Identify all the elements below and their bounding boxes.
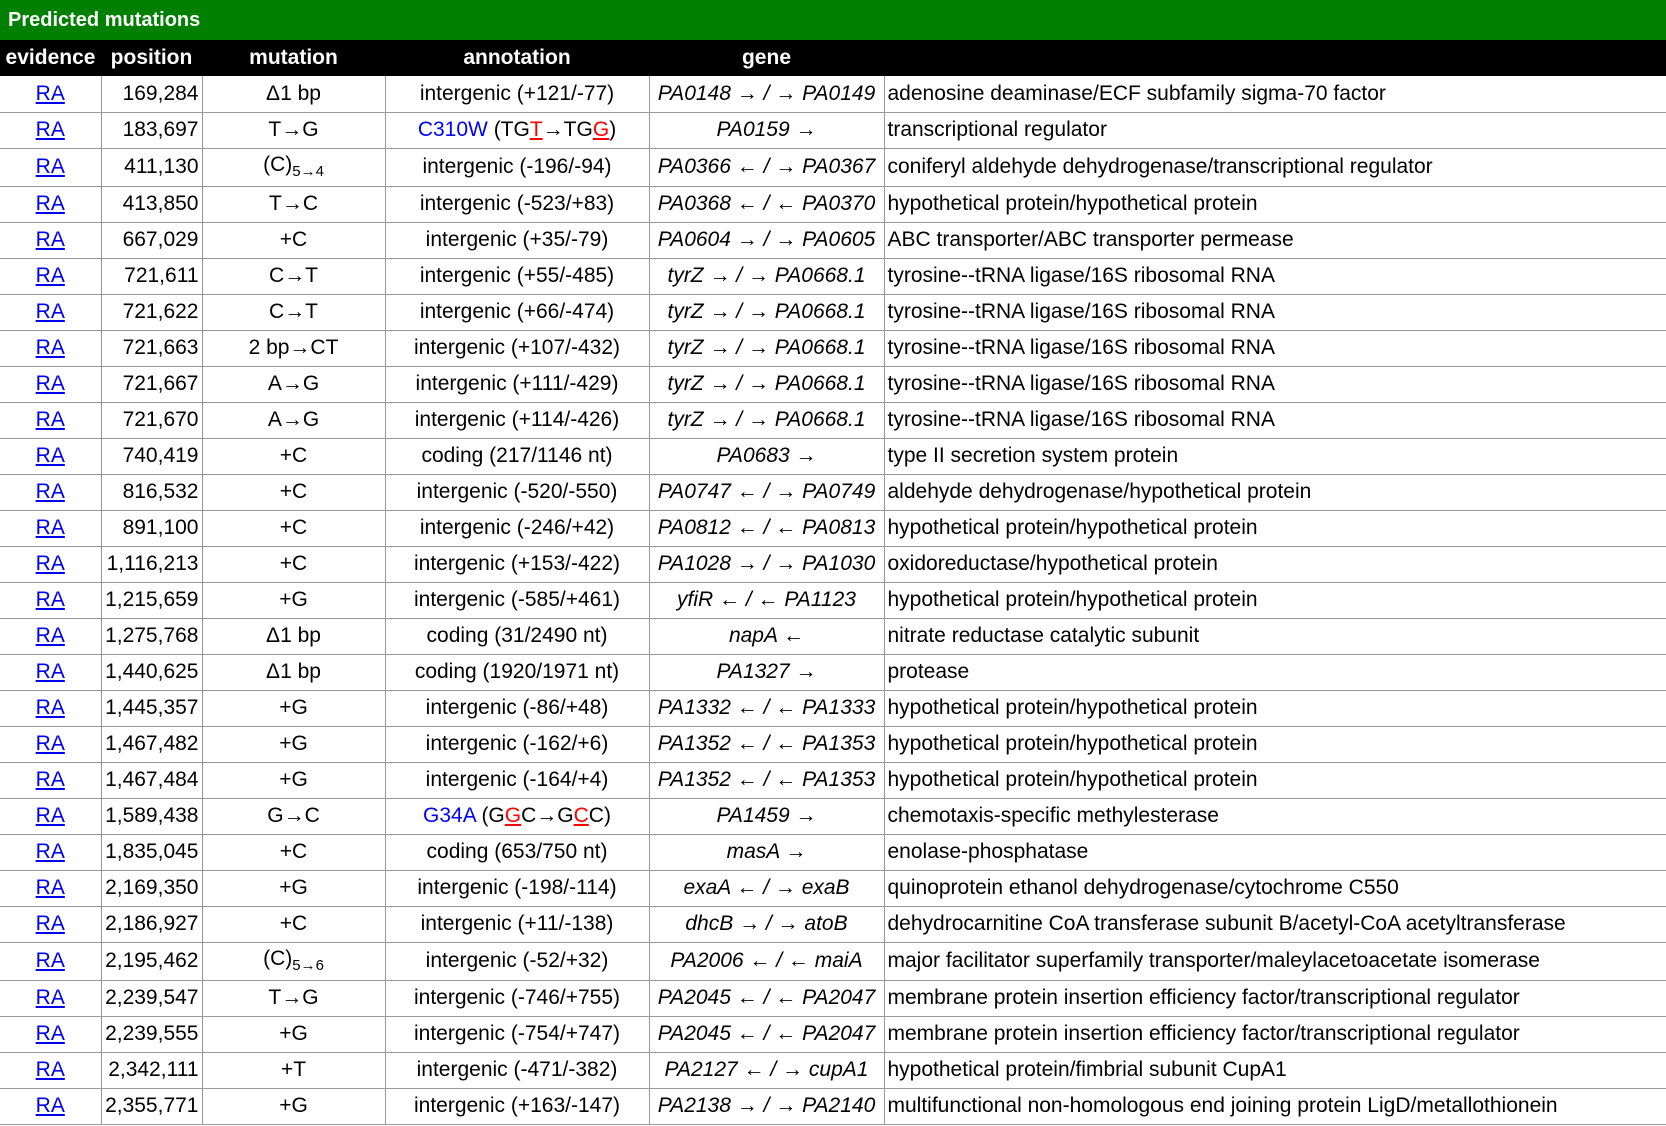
description-cell: adenosine deaminase/ECF subfamily sigma-70 factor xyxy=(884,76,1666,112)
gene-cell: dhcB → / → atoB xyxy=(649,906,884,942)
description-cell: ABC transporter/ABC transporter permease xyxy=(884,222,1666,258)
annotation-cell: intergenic (+66/-474) xyxy=(385,294,649,330)
gene-cell: PA0812 ← / ← PA0813 xyxy=(649,510,884,546)
table-row xyxy=(0,474,1666,510)
table-row xyxy=(0,980,1666,1016)
evidence-link[interactable]: RA xyxy=(35,840,65,863)
gene-cell: PA0366 ← / → PA0367 xyxy=(649,148,884,186)
description-cell: aldehyde dehydrogenase/hypothetical protein xyxy=(884,474,1666,510)
position-cell: 721,667 xyxy=(101,366,202,402)
evidence-cell xyxy=(0,798,101,834)
description-cell: hypothetical protein/fimbrial subunit CupA1 xyxy=(884,1052,1666,1088)
gene-cell: PA0604 → / → PA0605 xyxy=(649,222,884,258)
mutation-cell: 2 bp→CT xyxy=(202,330,385,366)
mutation-cell: G→C xyxy=(202,798,385,834)
description-cell: transcriptional regulator xyxy=(884,112,1666,148)
evidence-cell xyxy=(0,1088,101,1124)
gene-cell: PA2045 ← / ← PA2047 xyxy=(649,1016,884,1052)
table-row xyxy=(0,222,1666,258)
col-header-position: position xyxy=(110,46,193,69)
gene-cell: PA1327 → xyxy=(649,654,884,690)
annotation-cell: intergenic (+11/-138) xyxy=(385,906,649,942)
mutation-cell: C→T xyxy=(202,294,385,330)
evidence-link[interactable]: RA xyxy=(35,408,65,431)
description-cell: coniferyl aldehyde dehydrogenase/transcriptional regulator xyxy=(884,148,1666,186)
description-cell: dehydrocarnitine CoA transferase subunit B/acetyl-CoA acetyltransferase xyxy=(884,906,1666,942)
table-row xyxy=(0,330,1666,366)
position-cell: 2,195,462 xyxy=(101,942,202,980)
mutation-count-sub: 5→6 xyxy=(292,957,324,975)
evidence-cell xyxy=(0,942,101,980)
codon-changed-base: C xyxy=(573,804,589,827)
mutation-cell: T→G xyxy=(202,112,385,148)
description-cell: multifunctional non-homologous end joining protein LigD/metallothionein xyxy=(884,1088,1666,1124)
mutation-cell: +G xyxy=(202,726,385,762)
mutation-cell: +G xyxy=(202,690,385,726)
evidence-cell xyxy=(0,870,101,906)
annotation-cell: intergenic (-162/+6) xyxy=(385,726,649,762)
evidence-cell xyxy=(0,112,101,148)
evidence-cell xyxy=(0,186,101,222)
col-header-annotation: annotation xyxy=(463,46,571,69)
table-row xyxy=(0,366,1666,402)
position-cell: 1,445,357 xyxy=(101,690,202,726)
col-header-gene: gene xyxy=(741,46,791,69)
gene-cell: tyrZ → / → PA0668.1 xyxy=(649,258,884,294)
evidence-cell xyxy=(0,546,101,582)
position-cell: 2,342,111 xyxy=(101,1052,202,1088)
mutation-cell: T→G xyxy=(202,980,385,1016)
evidence-cell xyxy=(0,76,101,112)
evidence-link[interactable]: RA xyxy=(35,949,65,972)
annotation-cell: coding (653/750 nt) xyxy=(385,834,649,870)
evidence-cell xyxy=(0,222,101,258)
evidence-link[interactable]: RA xyxy=(35,624,65,647)
gene-cell: PA2138 → / → PA2140 xyxy=(649,1088,884,1124)
description-cell: hypothetical protein/hypothetical protein xyxy=(884,186,1666,222)
evidence-link[interactable]: RA xyxy=(35,480,65,503)
description-cell: oxidoreductase/hypothetical protein xyxy=(884,546,1666,582)
annotation-cell: intergenic (+114/-426) xyxy=(385,402,649,438)
evidence-cell xyxy=(0,258,101,294)
codon-changed-base: G xyxy=(592,118,610,141)
table-row xyxy=(0,294,1666,330)
position-cell: 667,029 xyxy=(101,222,202,258)
description-cell: hypothetical protein/hypothetical protein xyxy=(884,762,1666,798)
table-row xyxy=(0,582,1666,618)
position-cell: 1,215,659 xyxy=(101,582,202,618)
description-cell: nitrate reductase catalytic subunit xyxy=(884,618,1666,654)
evidence-link[interactable]: RA xyxy=(35,516,65,539)
annotation-cell: intergenic (+121/-77) xyxy=(385,76,649,112)
mutation-cell: +G xyxy=(202,870,385,906)
mutation-cell: A→G xyxy=(202,402,385,438)
aa-change: C310W xyxy=(417,118,488,141)
description-cell: membrane protein insertion efficiency factor/transcriptional regulator xyxy=(884,980,1666,1016)
evidence-cell xyxy=(0,618,101,654)
evidence-cell xyxy=(0,834,101,870)
description-cell: enolase-phosphatase xyxy=(884,834,1666,870)
annotation-cell: intergenic (+55/-485) xyxy=(385,258,649,294)
description-cell: protease xyxy=(884,654,1666,690)
mutation-cell: $(C)_{5\to 4}$ xyxy=(202,148,385,186)
gene-cell: PA0159 → xyxy=(649,112,884,148)
section-title: Predicted mutations xyxy=(0,0,1666,40)
mutation-cell: +C xyxy=(202,834,385,870)
evidence-link[interactable]: RA xyxy=(35,660,65,683)
gene-cell: PA2127 ← / → cupA1 xyxy=(649,1052,884,1088)
position-cell: 1,116,213 xyxy=(101,546,202,582)
table-row xyxy=(0,906,1666,942)
description-cell: tyrosine--tRNA ligase/16S ribosomal RNA xyxy=(884,258,1666,294)
position-cell: 169,284 xyxy=(101,76,202,112)
annotation-cell: intergenic (+35/-79) xyxy=(385,222,649,258)
annotation-cell: intergenic (-520/-550) xyxy=(385,474,649,510)
position-cell: 413,850 xyxy=(101,186,202,222)
annotation-cell: intergenic (-754/+747) xyxy=(385,1016,649,1052)
description-cell: membrane protein insertion efficiency factor/transcriptional regulator xyxy=(884,1016,1666,1052)
table-row xyxy=(0,618,1666,654)
mutation-cell: +C xyxy=(202,546,385,582)
position-cell: 740,419 xyxy=(101,438,202,474)
description-cell: quinoprotein ethanol dehydrogenase/cytochrome C550 xyxy=(884,870,1666,906)
evidence-cell xyxy=(0,762,101,798)
annotation-cell: intergenic (-198/-114) xyxy=(385,870,649,906)
position-cell: 183,697 xyxy=(101,112,202,148)
table-header-row xyxy=(0,40,1666,76)
position-cell: 2,239,547 xyxy=(101,980,202,1016)
mutation-cell: Δ1 bp xyxy=(202,654,385,690)
evidence-link[interactable]: RA xyxy=(35,118,65,141)
table-row xyxy=(0,690,1666,726)
description-cell: type II secretion system protein xyxy=(884,438,1666,474)
table-row xyxy=(0,258,1666,294)
position-cell: 721,670 xyxy=(101,402,202,438)
table-row xyxy=(0,942,1666,980)
evidence-cell xyxy=(0,654,101,690)
table-row xyxy=(0,834,1666,870)
gene-cell: exaA ← / → exaB xyxy=(649,870,884,906)
evidence-link[interactable]: RA xyxy=(35,912,65,935)
annotation-cell: coding (1920/1971 nt) xyxy=(385,654,649,690)
position-cell: 721,611 xyxy=(101,258,202,294)
position-cell: 2,169,350 xyxy=(101,870,202,906)
evidence-link[interactable]: RA xyxy=(35,372,65,395)
evidence-link[interactable]: RA xyxy=(35,81,65,105)
table-row xyxy=(0,870,1666,906)
description-cell: chemotaxis-specific methylesterase xyxy=(884,798,1666,834)
gene-cell: tyrZ → / → PA0668.1 xyxy=(649,366,884,402)
annotation-cell: intergenic (-52/+32) xyxy=(385,942,649,980)
evidence-cell xyxy=(0,906,101,942)
evidence-link[interactable]: RA xyxy=(35,732,65,755)
gene-cell: PA0148 → / → PA0149 xyxy=(649,76,884,112)
table-row xyxy=(0,510,1666,546)
gene-cell: PA1459 → xyxy=(649,798,884,834)
mutation-cell: +G xyxy=(202,582,385,618)
evidence-link[interactable]: RA xyxy=(35,444,65,467)
table-row xyxy=(0,726,1666,762)
evidence-link[interactable]: RA xyxy=(35,264,65,287)
mutation-cell: +T xyxy=(202,1052,385,1088)
gene-cell: masA → xyxy=(649,834,884,870)
evidence-link[interactable]: RA xyxy=(35,696,65,719)
evidence-link[interactable]: RA xyxy=(35,588,65,611)
evidence-link[interactable]: RA xyxy=(35,1058,65,1081)
annotation-cell: intergenic (-746/+755) xyxy=(385,980,649,1016)
table-row xyxy=(0,186,1666,222)
gene-cell: PA0747 ← / → PA0749 xyxy=(649,474,884,510)
gene-cell: PA1028 → / → PA1030 xyxy=(649,546,884,582)
annotation-cell: intergenic (+107/-432) xyxy=(385,330,649,366)
mutation-cell: +C xyxy=(202,510,385,546)
annotation-cell: intergenic (-164/+4) xyxy=(385,762,649,798)
description-cell: hypothetical protein/hypothetical protein xyxy=(884,690,1666,726)
gene-cell: tyrZ → / → PA0668.1 xyxy=(649,330,884,366)
evidence-cell xyxy=(0,980,101,1016)
description-cell: hypothetical protein/hypothetical protein xyxy=(884,726,1666,762)
position-cell: 1,467,482 xyxy=(101,726,202,762)
table-row xyxy=(0,546,1666,582)
mutation-cell: T→C xyxy=(202,186,385,222)
description-cell: tyrosine--tRNA ligase/16S ribosomal RNA xyxy=(884,366,1666,402)
mutation-cell: +C xyxy=(202,474,385,510)
mutation-cell: $(C)_{5\to 6}$ xyxy=(202,942,385,980)
position-cell: 2,186,927 xyxy=(101,906,202,942)
col-header-mutation: mutation xyxy=(249,46,338,69)
mutation-cell: +C xyxy=(202,438,385,474)
annotation-cell: G34A (GGC→GCC) xyxy=(385,798,649,834)
annotation-cell: intergenic (+111/-429) xyxy=(385,366,649,402)
annotation-cell: coding (217/1146 nt) xyxy=(385,438,649,474)
table-row xyxy=(0,762,1666,798)
col-header-description xyxy=(884,40,1666,76)
table-row xyxy=(0,112,1666,148)
table-row xyxy=(0,654,1666,690)
position-cell: 721,622 xyxy=(101,294,202,330)
evidence-link[interactable]: RA xyxy=(35,228,65,251)
gene-cell: PA2006 ← / ← maiA xyxy=(649,942,884,980)
codon-changed-base: T xyxy=(529,118,543,141)
codon-changed-base: G xyxy=(504,804,522,827)
evidence-cell xyxy=(0,148,101,186)
description-cell: hypothetical protein/hypothetical protein xyxy=(884,582,1666,618)
mutation-cell: +C xyxy=(202,222,385,258)
description-cell: tyrosine--tRNA ligase/16S ribosomal RNA xyxy=(884,294,1666,330)
gene-cell: napA ← xyxy=(649,618,884,654)
evidence-cell xyxy=(0,330,101,366)
gene-cell: tyrZ → / → PA0668.1 xyxy=(649,402,884,438)
evidence-link[interactable]: RA xyxy=(35,986,65,1009)
gene-cell: yfiR ← / ← PA1123 xyxy=(649,582,884,618)
annotation-cell: intergenic (-471/-382) xyxy=(385,1052,649,1088)
annotation-cell: coding (31/2490 nt) xyxy=(385,618,649,654)
evidence-link[interactable]: RA xyxy=(35,804,65,827)
gene-cell: PA0368 ← / ← PA0370 xyxy=(649,186,884,222)
evidence-link[interactable]: RA xyxy=(35,155,65,178)
position-cell: 1,835,045 xyxy=(101,834,202,870)
description-cell: tyrosine--tRNA ligase/16S ribosomal RNA xyxy=(884,402,1666,438)
table-row xyxy=(0,1088,1666,1124)
position-cell: 891,100 xyxy=(101,510,202,546)
evidence-cell xyxy=(0,294,101,330)
position-cell: 1,440,625 xyxy=(101,654,202,690)
table-row xyxy=(0,1016,1666,1052)
annotation-cell: C310W (TGT→TGG) xyxy=(385,112,649,148)
position-cell: 2,355,771 xyxy=(101,1088,202,1124)
evidence-cell xyxy=(0,510,101,546)
evidence-cell xyxy=(0,690,101,726)
evidence-link[interactable]: RA xyxy=(35,336,65,359)
position-cell: 816,532 xyxy=(101,474,202,510)
table-body xyxy=(0,76,1666,1124)
aa-change: G34A xyxy=(423,804,476,827)
evidence-link[interactable]: RA xyxy=(35,552,65,575)
table-row xyxy=(0,402,1666,438)
evidence-link[interactable]: RA xyxy=(35,1094,65,1117)
position-cell: 411,130 xyxy=(101,148,202,186)
position-cell: 1,589,438 xyxy=(101,798,202,834)
gene-cell: PA0683 → xyxy=(649,438,884,474)
evidence-cell xyxy=(0,366,101,402)
table-row xyxy=(0,76,1666,112)
mutation-cell: +G xyxy=(202,762,385,798)
annotation-cell: intergenic (+163/-147) xyxy=(385,1088,649,1124)
position-cell: 1,467,484 xyxy=(101,762,202,798)
evidence-link[interactable]: RA xyxy=(35,876,65,899)
annotation-cell: intergenic (-86/+48) xyxy=(385,690,649,726)
col-header-evidence: evidence xyxy=(5,46,96,69)
mutation-count-sub: 5→4 xyxy=(292,163,324,181)
evidence-link[interactable]: RA xyxy=(35,1022,65,1045)
evidence-cell xyxy=(0,582,101,618)
gene-cell: tyrZ → / → PA0668.1 xyxy=(649,294,884,330)
gene-cell: PA2045 ← / ← PA2047 xyxy=(649,980,884,1016)
evidence-cell xyxy=(0,438,101,474)
position-cell: 1,275,768 xyxy=(101,618,202,654)
table-row xyxy=(0,1052,1666,1088)
evidence-link[interactable]: RA xyxy=(35,300,65,323)
description-cell: tyrosine--tRNA ligase/16S ribosomal RNA xyxy=(884,330,1666,366)
evidence-cell xyxy=(0,474,101,510)
mutation-cell: Δ1 bp xyxy=(202,618,385,654)
mutation-cell: Δ1 bp xyxy=(202,76,385,112)
evidence-cell xyxy=(0,726,101,762)
mutation-cell: +G xyxy=(202,1088,385,1124)
annotation-cell: intergenic (-523/+83) xyxy=(385,186,649,222)
mutation-cell: +C xyxy=(202,906,385,942)
description-cell: hypothetical protein/hypothetical protein xyxy=(884,510,1666,546)
table-row xyxy=(0,438,1666,474)
annotation-cell: intergenic (-585/+461) xyxy=(385,582,649,618)
position-cell: 721,663 xyxy=(101,330,202,366)
evidence-cell xyxy=(0,1052,101,1088)
mutation-cell: C→T xyxy=(202,258,385,294)
evidence-cell xyxy=(0,402,101,438)
mutation-cell: +G xyxy=(202,1016,385,1052)
position-cell: 2,239,555 xyxy=(101,1016,202,1052)
evidence-cell xyxy=(0,1016,101,1052)
description-cell: major facilitator superfamily transporter/maleylacetoacetate isomerase xyxy=(884,942,1666,980)
evidence-link[interactable]: RA xyxy=(35,192,65,215)
gene-cell: PA1352 ← / ← PA1353 xyxy=(649,762,884,798)
annotation-cell: intergenic (-196/-94) xyxy=(385,148,649,186)
evidence-link[interactable]: RA xyxy=(35,768,65,791)
gene-cell: PA1352 ← / ← PA1353 xyxy=(649,726,884,762)
annotation-cell: intergenic (-246/+42) xyxy=(385,510,649,546)
table-row xyxy=(0,798,1666,834)
annotation-cell: intergenic (+153/-422) xyxy=(385,546,649,582)
mutations-table xyxy=(0,40,1666,1125)
table-row xyxy=(0,148,1666,186)
gene-cell: PA1332 ← / ← PA1333 xyxy=(649,690,884,726)
mutation-cell: A→G xyxy=(202,366,385,402)
